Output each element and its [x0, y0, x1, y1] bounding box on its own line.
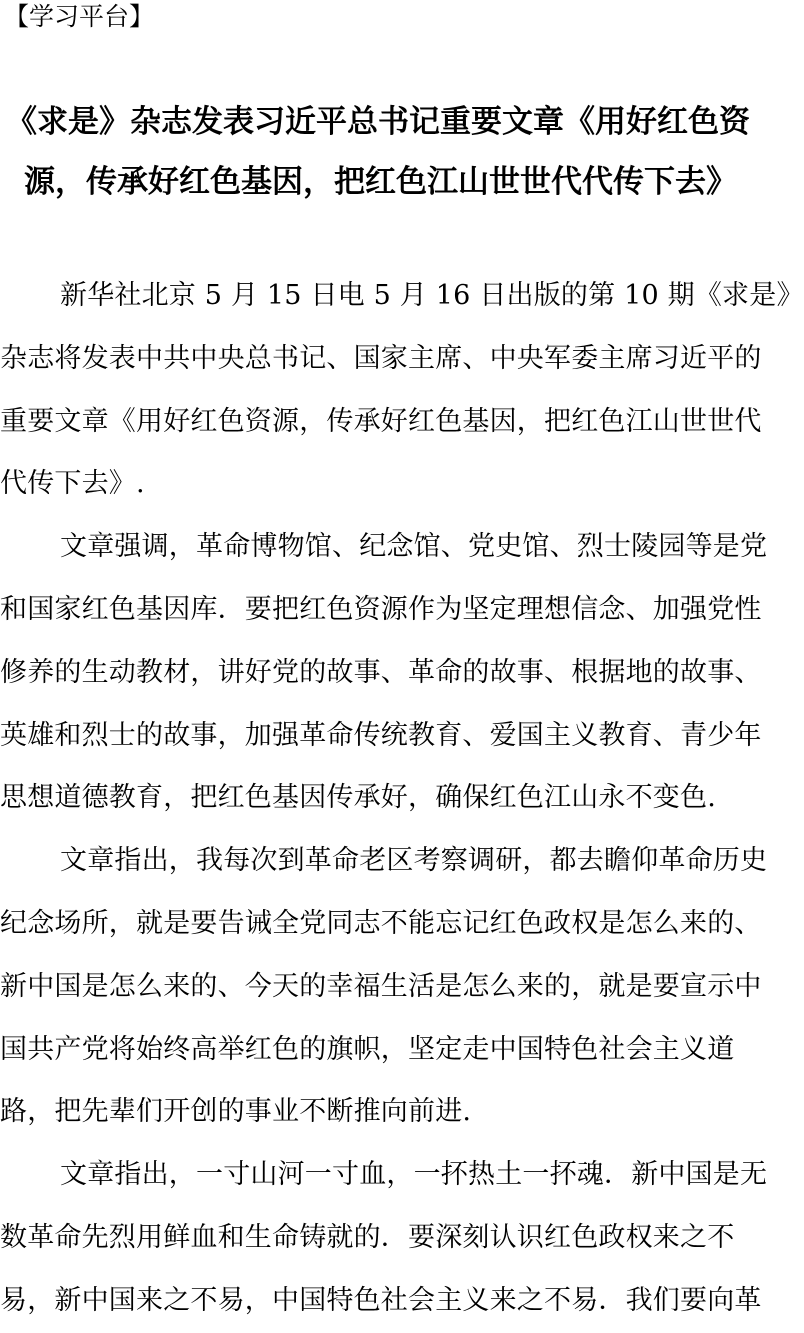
paragraph-3-line-2: 纪念场所，就是要告诫全党同志不能忘记红色政权是怎么来的、 [0, 907, 762, 939]
article-title [6, 92, 796, 212]
paragraph-1-line-2: 杂志将发表中共中央总书记、国家主席、中央军委主席习近平的 [0, 342, 762, 374]
article-body [0, 265, 804, 1333]
title-line-2: 源，传承好红色基因，把红色江山世世代代传下去》 [24, 164, 737, 200]
paragraph-2-line-2: 和国家红色基因库．要把红色资源作为坚定理想信念、加强党性 [0, 593, 762, 625]
paragraph-3-line-3: 新中国是怎么来的、今天的幸福生活是怎么来的，就是要宣示中 [0, 970, 762, 1002]
paragraph-2-line-4: 英雄和烈士的故事，加强革命传统教育、爱国主义教育、青少年 [0, 719, 762, 751]
paragraph-2-line-5: 思想道德教育，把红色基因传承好，确保红色江山永不变色. [0, 782, 716, 814]
paragraph-4-line-2: 数革命先烈用鲜血和生命铸就的．要深刻认识红色政权来之不 [0, 1221, 735, 1253]
paragraph-1-line-3: 重要文章《用好红色资源，传承好红色基因，把红色江山世世代 [0, 405, 762, 437]
paragraph-3-line-5: 路，把先辈们开创的事业不断推向前进. [0, 1096, 472, 1128]
paragraph-4-line-1: 文章指出，一寸山河一寸血，一抔热土一抔魂．新中国是无 [60, 1159, 768, 1191]
paragraph-1-line-1: 新华社北京 5 月 15 日电 5 月 16 日出版的第 10 期《求是》 [60, 280, 804, 311]
paragraph-3-line-4: 国共产党将始终高举红色的旗帜，坚定走中国特色社会主义道 [0, 1033, 735, 1065]
category-tag: 【学习平台】 [4, 2, 155, 31]
paragraph-3-line-1: 文章指出，我每次到革命老区考察调研，都去瞻仰革命历史 [60, 845, 768, 877]
paragraph-2-line-3: 修养的生动教材，讲好党的故事、革命的故事、根据地的故事、 [0, 656, 762, 688]
paragraph-2-line-1: 文章强调，革命博物馆、纪念馆、党史馆、烈士陵园等是党 [60, 531, 768, 563]
paragraph-1-line-4: 代传下去》. [0, 468, 145, 500]
paragraph-4-line-3: 易，新中国来之不易，中国特色社会主义来之不易．我们要向革 [0, 1284, 762, 1316]
title-line-1: 《求是》杂志发表习近平总书记重要文章《用好红色资 [6, 104, 750, 140]
